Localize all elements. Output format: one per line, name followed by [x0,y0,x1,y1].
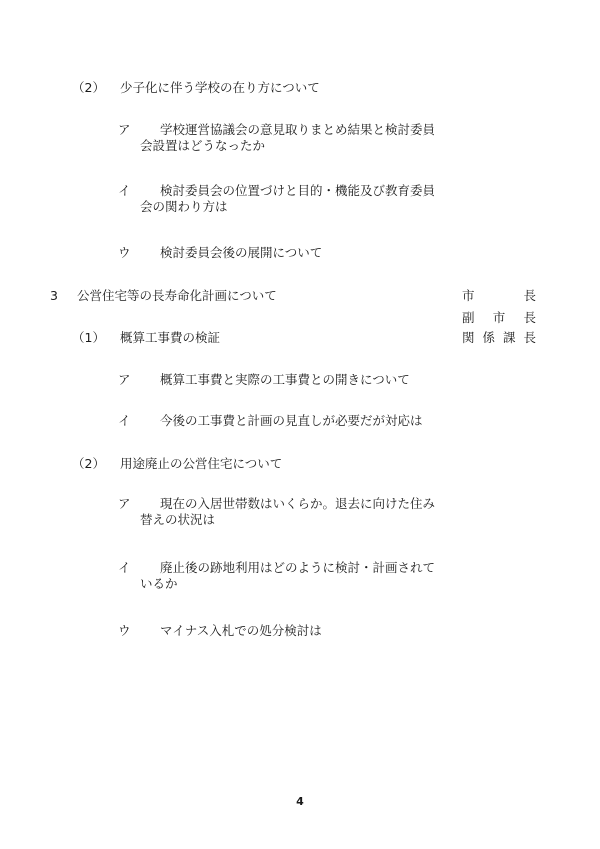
responder-deputy-mayor [462,310,536,326]
item-marker: ウ [118,623,131,638]
responder-char: 長 [523,288,536,303]
section-number: 3 [50,288,58,303]
item-text-line2: いるか [140,576,178,591]
section-title: 公営住宅等の長寿命化計画について [77,288,277,303]
item-text-line1: 今後の工事費と計画の見直しが必要だが対応は [160,413,423,428]
item-text-line1: 検討委員会の位置づけと目的・機能及び教育委員 [160,183,436,198]
item-marker: ア [118,372,131,387]
responder-char: 長 [523,330,536,345]
item-text-line1: 検討委員会後の展開について [160,245,323,260]
subsection-number: （1） [72,330,105,345]
subsection-title: 少子化に伴う学校の在り方について [120,80,320,95]
subsection-title: 概算工事費の検証 [120,330,221,345]
responder-char: 市 [492,310,506,325]
item-marker: ア [118,122,131,137]
subsection-number: （2） [72,80,105,95]
subsection-title: 用途廃止の公営住宅について [120,456,283,471]
item-marker: イ [118,413,131,428]
responder-char: 市 [462,288,475,303]
item-marker: ウ [118,245,131,260]
page-number: 4 [296,795,304,808]
item-text-line2: 替えの状況は [140,512,216,527]
item-marker: イ [118,560,131,575]
item-marker: イ [118,183,131,198]
item-text-line1: 廃止後の跡地利用はどのように検討・計画されて [160,560,436,575]
responder-char: 係 [482,330,495,345]
item-text-line1: 概算工事費と実際の工事費との開きについて [160,372,410,387]
responder-char: 副 [462,310,475,325]
responder-char: 長 [523,310,536,325]
item-text-line2: 会設置はどうなったか [140,138,266,153]
item-marker: ア [118,496,131,511]
item-text-line2: 会の関わり方は [140,199,228,214]
responder-mayor [462,288,536,304]
item-text-line1: マイナス入札での処分検討は [160,623,322,638]
responder-char: 関 [462,330,475,345]
subsection-number: （2） [72,456,105,471]
item-text-line1: 現在の入居世帯数はいくらか。退去に向けた住み [160,496,436,511]
responder-section-chiefs [462,330,536,346]
item-text-line1: 学校運営協議会の意見取りまとめ結果と検討委員 [160,122,436,137]
responder-char: 課 [502,330,516,345]
